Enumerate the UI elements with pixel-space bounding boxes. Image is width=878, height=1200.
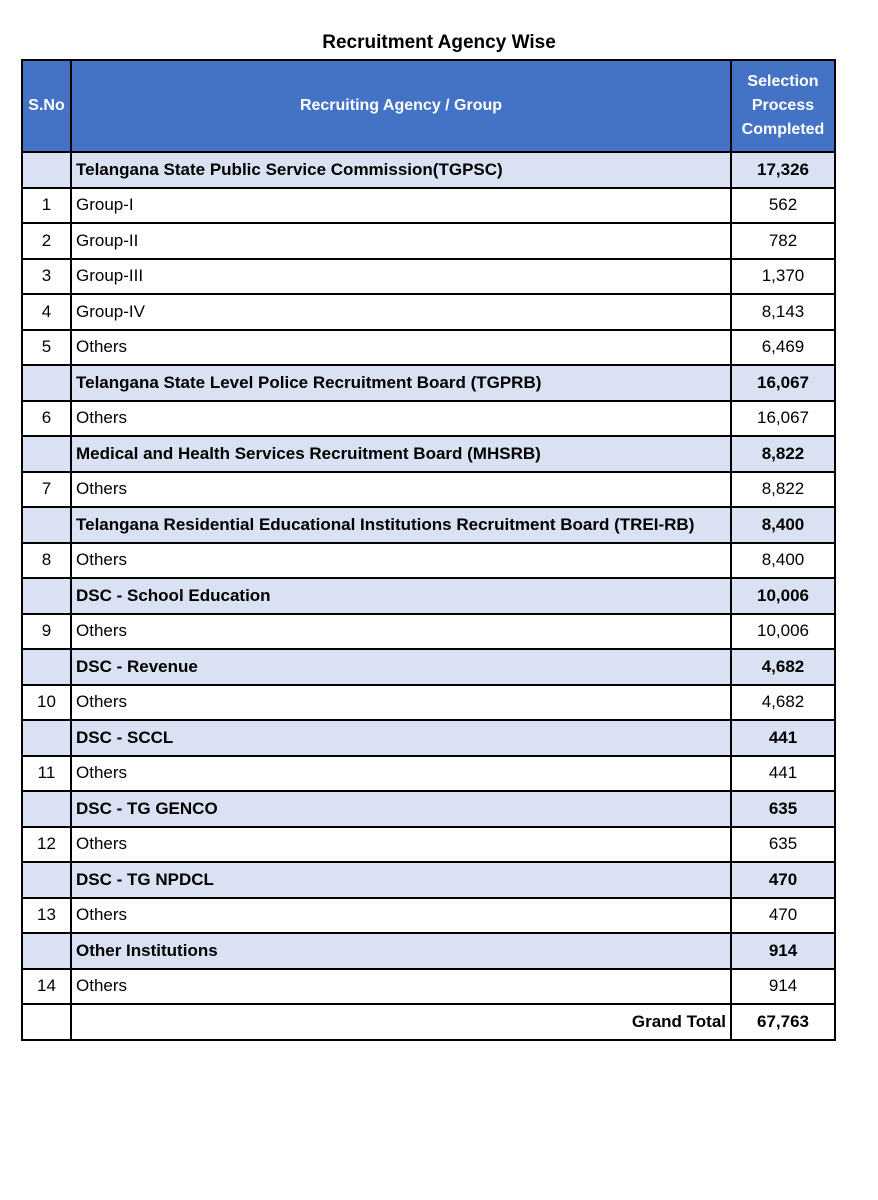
table-row bbox=[22, 827, 835, 863]
row-group-name: Group-I bbox=[71, 188, 731, 224]
row-sno: 4 bbox=[22, 294, 71, 330]
header-sno: S.No bbox=[22, 60, 71, 152]
row-value: 16,067 bbox=[731, 401, 835, 437]
table-header-row bbox=[22, 60, 835, 152]
group-sno-cell bbox=[22, 720, 71, 756]
row-value: 635 bbox=[731, 827, 835, 863]
agency-name: Telangana State Public Service Commission(TGPSC) bbox=[71, 152, 731, 188]
table-row bbox=[22, 898, 835, 934]
row-value: 6,469 bbox=[731, 330, 835, 366]
row-sno: 12 bbox=[22, 827, 71, 863]
group-sno-cell bbox=[22, 507, 71, 543]
agency-group-row bbox=[22, 791, 835, 827]
table-row bbox=[22, 401, 835, 437]
agency-group-row bbox=[22, 152, 835, 188]
row-sno: 2 bbox=[22, 223, 71, 259]
row-group-name: Others bbox=[71, 543, 731, 579]
agency-group-row bbox=[22, 365, 835, 401]
agency-total: 470 bbox=[731, 862, 835, 898]
agency-group-row bbox=[22, 578, 835, 614]
agency-name: DSC - School Education bbox=[71, 578, 731, 614]
agency-name: DSC - SCCL bbox=[71, 720, 731, 756]
table-row bbox=[22, 223, 835, 259]
row-sno: 6 bbox=[22, 401, 71, 437]
table-row bbox=[22, 472, 835, 508]
row-group-name: Others bbox=[71, 756, 731, 792]
agency-total: 441 bbox=[731, 720, 835, 756]
table-row bbox=[22, 969, 835, 1005]
table-row bbox=[22, 756, 835, 792]
table-row bbox=[22, 543, 835, 579]
row-group-name: Others bbox=[71, 898, 731, 934]
agency-total: 4,682 bbox=[731, 649, 835, 685]
agency-total: 914 bbox=[731, 933, 835, 969]
row-group-name: Group-III bbox=[71, 259, 731, 295]
agency-name: DSC - Revenue bbox=[71, 649, 731, 685]
agency-group-row bbox=[22, 649, 835, 685]
recruitment-table bbox=[21, 59, 836, 1041]
row-value: 8,400 bbox=[731, 543, 835, 579]
agency-total: 8,822 bbox=[731, 436, 835, 472]
group-sno-cell bbox=[22, 791, 71, 827]
table-row bbox=[22, 330, 835, 366]
agency-name: Telangana Residential Educational Institutions Recruitment Board (TREI-RB) bbox=[71, 507, 731, 543]
row-sno: 11 bbox=[22, 756, 71, 792]
page-title: Recruitment Agency Wise bbox=[322, 32, 556, 53]
row-group-name: Others bbox=[71, 827, 731, 863]
row-value: 782 bbox=[731, 223, 835, 259]
agency-group-row bbox=[22, 933, 835, 969]
agency-total: 10,006 bbox=[731, 578, 835, 614]
agency-group-row bbox=[22, 436, 835, 472]
row-sno: 13 bbox=[22, 898, 71, 934]
row-value: 10,006 bbox=[731, 614, 835, 650]
group-sno-cell bbox=[22, 933, 71, 969]
grand-total-row bbox=[22, 1004, 835, 1040]
group-sno-cell bbox=[22, 649, 71, 685]
row-sno: 3 bbox=[22, 259, 71, 295]
agency-total: 17,326 bbox=[731, 152, 835, 188]
table-row bbox=[22, 294, 835, 330]
row-value: 1,370 bbox=[731, 259, 835, 295]
row-group-name: Others bbox=[71, 969, 731, 1005]
row-value: 562 bbox=[731, 188, 835, 224]
row-sno: 1 bbox=[22, 188, 71, 224]
grand-total-value: 67,763 bbox=[731, 1004, 835, 1040]
group-sno-cell bbox=[22, 862, 71, 898]
agency-total: 16,067 bbox=[731, 365, 835, 401]
agency-name: DSC - TG NPDCL bbox=[71, 862, 731, 898]
header-agency: Recruiting Agency / Group bbox=[71, 60, 731, 152]
group-sno-cell bbox=[22, 152, 71, 188]
row-value: 8,822 bbox=[731, 472, 835, 508]
row-sno: 10 bbox=[22, 685, 71, 721]
row-sno: 5 bbox=[22, 330, 71, 366]
group-sno-cell bbox=[22, 365, 71, 401]
agency-name: DSC - TG GENCO bbox=[71, 791, 731, 827]
row-sno: 8 bbox=[22, 543, 71, 579]
row-group-name: Group-IV bbox=[71, 294, 731, 330]
row-sno: 9 bbox=[22, 614, 71, 650]
agency-total: 635 bbox=[731, 791, 835, 827]
row-sno: 14 bbox=[22, 969, 71, 1005]
agency-group-row bbox=[22, 507, 835, 543]
total-sno-cell bbox=[22, 1004, 71, 1040]
row-group-name: Others bbox=[71, 614, 731, 650]
table-body bbox=[22, 152, 835, 1040]
row-value: 470 bbox=[731, 898, 835, 934]
agency-name: Telangana State Level Police Recruitment Board (TGPRB) bbox=[71, 365, 731, 401]
group-sno-cell bbox=[22, 436, 71, 472]
row-value: 441 bbox=[731, 756, 835, 792]
table-row bbox=[22, 188, 835, 224]
row-value: 914 bbox=[731, 969, 835, 1005]
table-row bbox=[22, 685, 835, 721]
row-group-name: Others bbox=[71, 685, 731, 721]
row-group-name: Group-II bbox=[71, 223, 731, 259]
row-sno: 7 bbox=[22, 472, 71, 508]
agency-group-row bbox=[22, 862, 835, 898]
agency-name: Other Institutions bbox=[71, 933, 731, 969]
row-group-name: Others bbox=[71, 472, 731, 508]
row-group-name: Others bbox=[71, 330, 731, 366]
row-group-name: Others bbox=[71, 401, 731, 437]
header-selection-completed: Selection Process Completed bbox=[731, 60, 835, 152]
row-value: 8,143 bbox=[731, 294, 835, 330]
table-row bbox=[22, 259, 835, 295]
table-row bbox=[22, 614, 835, 650]
grand-total-label: Grand Total bbox=[71, 1004, 731, 1040]
agency-total: 8,400 bbox=[731, 507, 835, 543]
group-sno-cell bbox=[22, 578, 71, 614]
row-value: 4,682 bbox=[731, 685, 835, 721]
agency-group-row bbox=[22, 720, 835, 756]
agency-name: Medical and Health Services Recruitment Board (MHSRB) bbox=[71, 436, 731, 472]
